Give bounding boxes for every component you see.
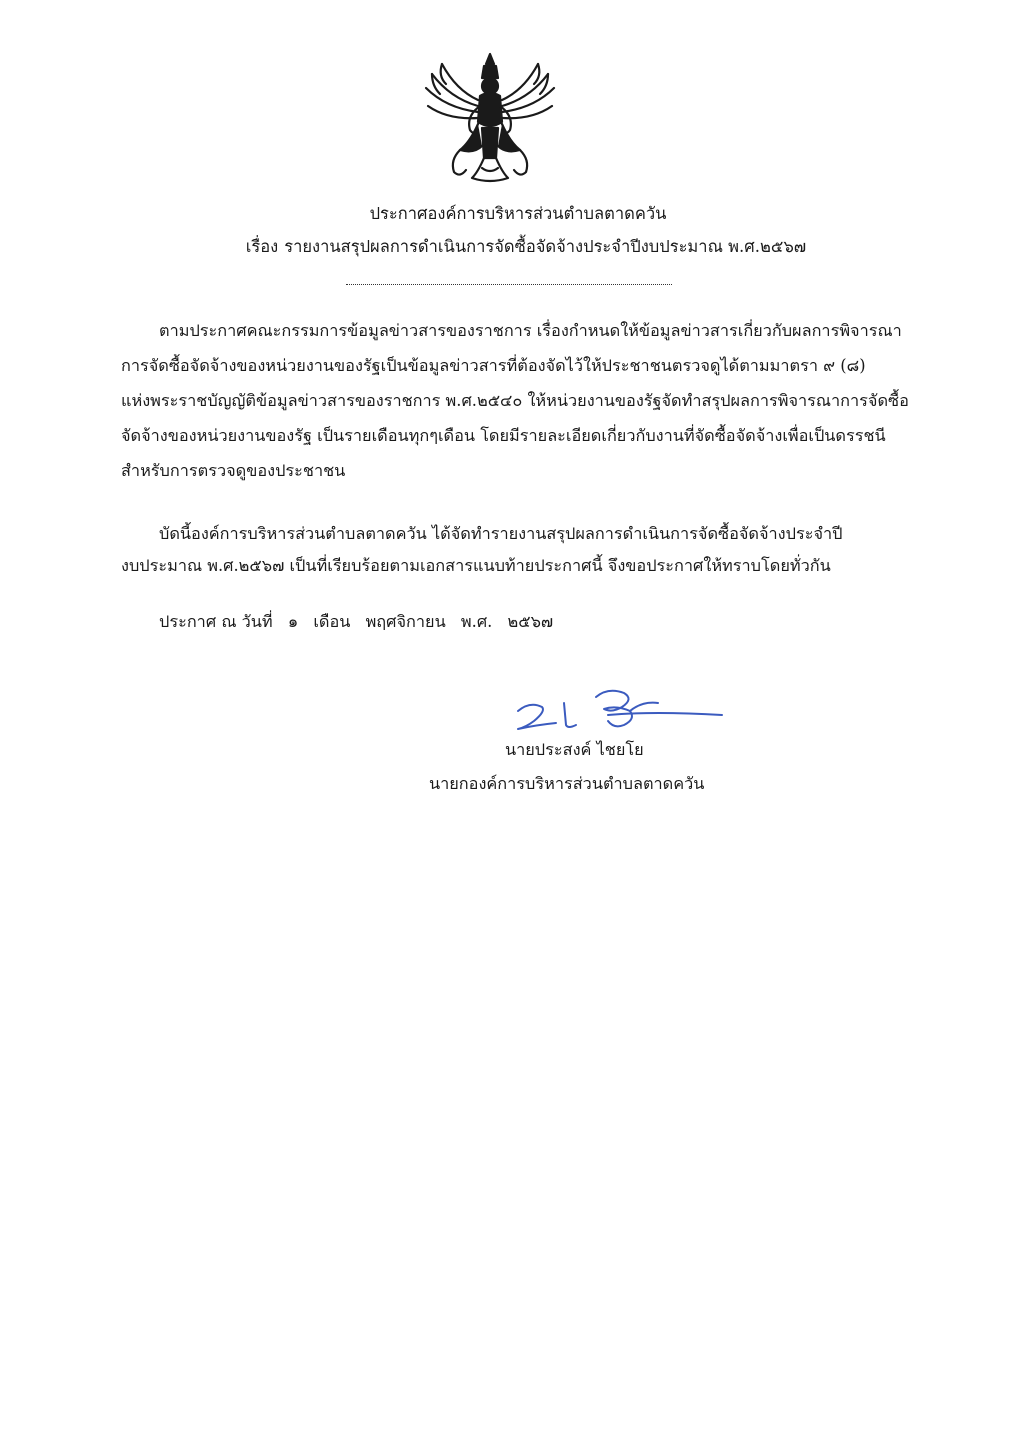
date-prefix: ประกาศ ณ วันที่ — [159, 612, 273, 631]
paragraph-line: งบประมาณ พ.ศ.๒๕๖๗ เป็นที่เรียบร้อยตามเอกสารแนบท้ายประกาศนี้ จึงขอประกาศให้ทราบโดยทั่วกัน — [121, 556, 831, 575]
subject-text: รายงานสรุปผลการดำเนินการจัดซื้อจัดจ้างประจำปีงบประมาณ พ.ศ.๒๕๖๗ — [284, 237, 807, 256]
garuda-emblem-icon — [420, 50, 560, 186]
dotted-divider — [346, 284, 672, 285]
signatory-name: นายประสงค์ ไชยโย — [505, 740, 644, 759]
paragraph-line: สำหรับการตรวจดูของประชาชน — [121, 461, 346, 480]
date-month-label: เดือน — [313, 612, 351, 631]
signatory-position: นายกองค์การบริหารส่วนตำบลตาดควัน — [429, 774, 705, 793]
date-year-label: พ.ศ. — [460, 612, 493, 631]
paragraph-line: จัดจ้างของหน่วยงานของรัฐ เป็นรายเดือนทุกๆเดือน โดยมีรายละเอียดเกี่ยวกับงานที่จัดซื้อจัดจ้างเพื่อเป็นดรรชนี — [121, 426, 886, 445]
paragraph-line: บัดนี้องค์การบริหารส่วนตำบลตาดควัน ได้จัดทำรายงานสรุปผลการดำเนินการจัดซื้อจัดจ้างประจำปี — [159, 524, 843, 543]
announcement-date — [159, 611, 563, 633]
subject-label: เรื่อง — [245, 237, 279, 256]
announcement-title: ประกาศองค์การบริหารส่วนตำบลตาดควัน — [369, 204, 667, 223]
announcement-subject — [14, 236, 1024, 258]
paragraph-line: แห่งพระราชบัญญัติข้อมูลข่าวสารของราชการ พ.ศ.๒๕๔๐ ให้หน่วยงานของรัฐจัดทำสรุปผลการพิจารณาการจัดซื้อ — [121, 391, 909, 410]
paragraph-line: ตามประกาศคณะกรรมการข้อมูลข่าวสารของราชการ เรื่องกำหนดให้ข้อมูลข่าวสารเกี่ยวกับผลการพิจารณา — [159, 321, 902, 340]
date-year: ๒๕๖๗ — [507, 612, 554, 631]
date-month: พฤศจิกายน — [365, 612, 446, 631]
paragraph-line: การจัดซื้อจัดจ้างของหน่วยงานของรัฐเป็นข้อมูลข่าวสารที่ต้องจัดไว้ให้ประชาชนตรวจดูได้ตามมาตรา ๙ (๘) — [121, 356, 866, 375]
handwritten-signature — [512, 685, 727, 735]
date-day: ๑ — [287, 612, 299, 631]
